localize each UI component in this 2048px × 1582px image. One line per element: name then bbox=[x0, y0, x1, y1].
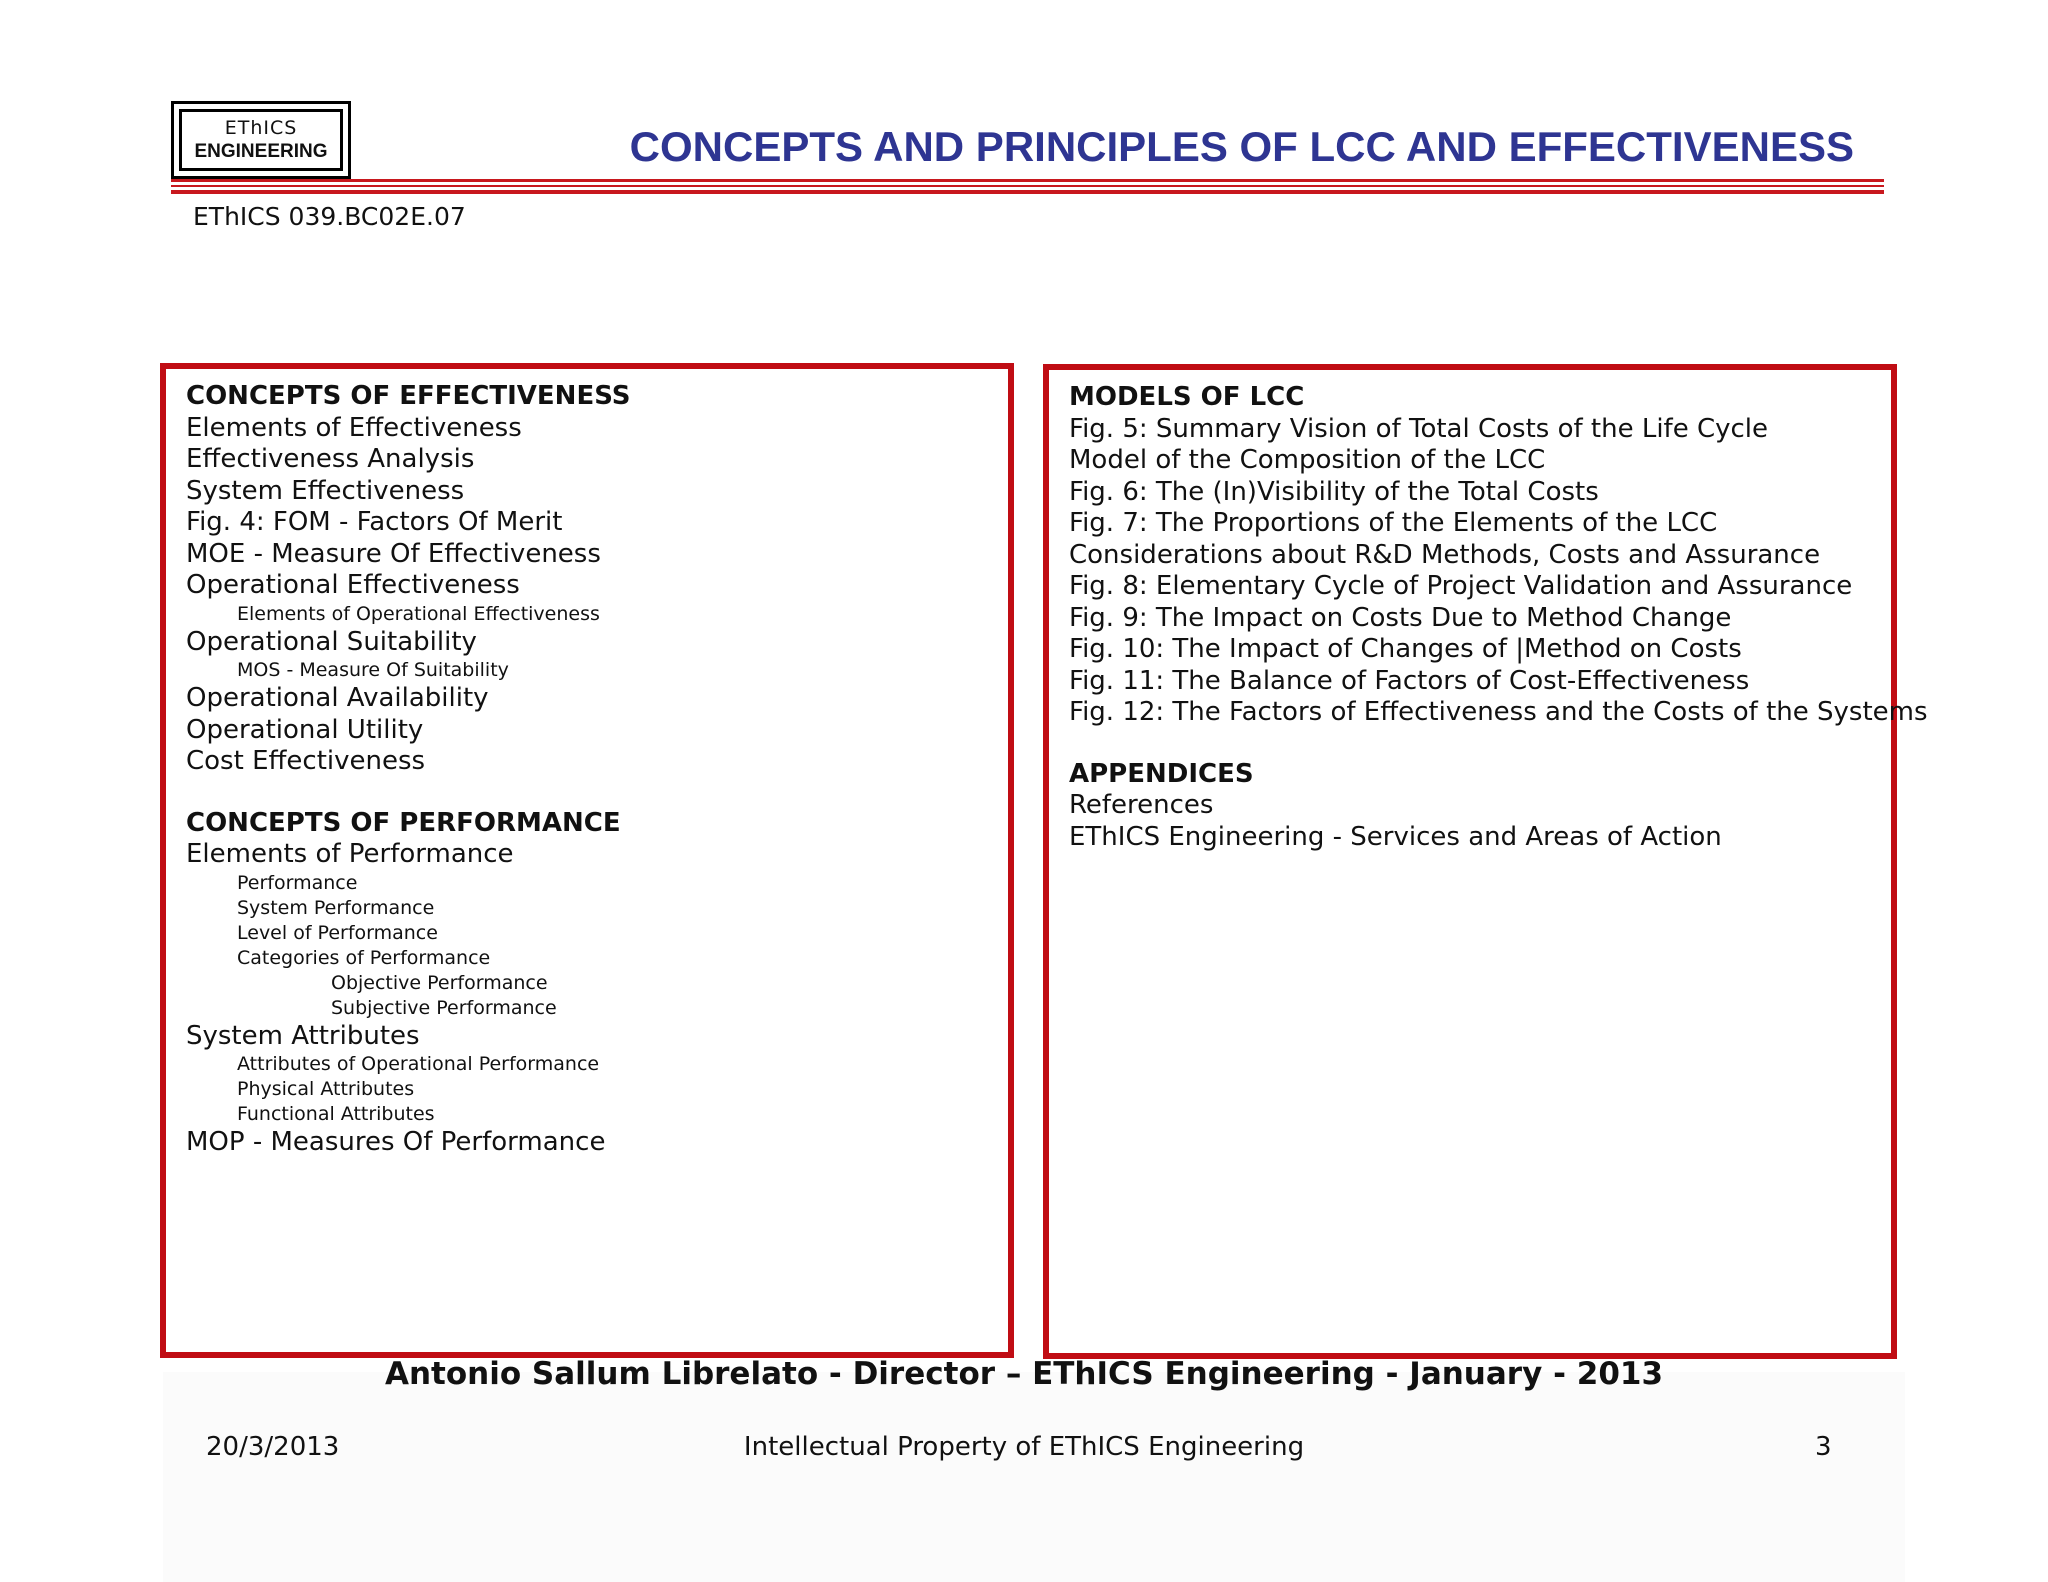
list-item: Fig. 11: The Balance of Factors of Cost-Effectiveness bbox=[1069, 665, 1750, 696]
title-rule-middle bbox=[171, 185, 1884, 187]
list-subitem: Level of Performance bbox=[237, 921, 438, 944]
list-subitem: MOS - Measure Of Suitability bbox=[237, 659, 509, 681]
contents-list-right bbox=[1069, 382, 1928, 853]
footer-shade bbox=[163, 1372, 1905, 1582]
author-line: Antonio Sallum Librelato - Director – EThICS Engineering - January - 2013 bbox=[384, 1356, 1664, 1392]
list-item: Elements of Effectiveness bbox=[186, 412, 522, 443]
title-rule-bottom bbox=[171, 190, 1884, 194]
list-item: Fig. 10: The Impact of Changes of |Method on Costs bbox=[1069, 634, 1742, 664]
logo-frame bbox=[179, 109, 343, 171]
page-title: CONCEPTS AND PRINCIPLES OF LCC AND EFFECTIVENESS bbox=[629, 123, 1854, 170]
list-item: Fig. 6: The (In)Visibility of the Total Costs bbox=[1069, 476, 1599, 507]
title-rule-top bbox=[171, 179, 1884, 182]
section-heading: CONCEPTS OF EFFECTIVENESS bbox=[186, 381, 631, 411]
list-subitem: System Performance bbox=[237, 896, 435, 919]
list-item: Effectiveness Analysis bbox=[186, 444, 475, 474]
footer-date: 20/3/2013 bbox=[206, 1432, 340, 1462]
list-subitem: Functional Attributes bbox=[237, 1103, 435, 1125]
list-subitem: Categories of Performance bbox=[237, 946, 491, 969]
list-item: References bbox=[1069, 790, 1214, 820]
list-spacer bbox=[186, 778, 631, 808]
company-logo bbox=[171, 101, 351, 179]
list-item: MOP - Measures Of Performance bbox=[186, 1127, 606, 1157]
footer-copyright: Intellectual Property of EThICS Engineering bbox=[743, 1432, 1305, 1462]
document-code: EThICS 039.BC02E.07 bbox=[193, 202, 466, 231]
list-item: System Attributes bbox=[186, 1020, 420, 1051]
list-subitem: Performance bbox=[237, 871, 358, 894]
list-item: Fig. 5: Summary Vision of Total Costs of the Life Cycle bbox=[1069, 413, 1769, 444]
list-item: Fig. 8: Elementary Cycle of Project Validation and Assurance bbox=[1069, 571, 1853, 601]
list-subitem: Physical Attributes bbox=[237, 1078, 415, 1100]
contents-panel-left bbox=[160, 363, 1014, 1358]
list-subitem: Elements of Operational Effectiveness bbox=[237, 602, 600, 625]
list-subsubitem: Objective Performance bbox=[331, 971, 548, 994]
list-item: Operational Effectiveness bbox=[186, 570, 520, 600]
list-item: Operational Availability bbox=[186, 683, 489, 713]
section-heading: CONCEPTS OF PERFORMANCE bbox=[186, 807, 621, 838]
list-item: Fig. 7: The Proportions of the Elements of the LCC bbox=[1069, 508, 1718, 538]
list-item: Operational Utility bbox=[186, 714, 424, 745]
page-number: 3 bbox=[1815, 1432, 1832, 1462]
list-item: MOE - Measure Of Effectiveness bbox=[186, 538, 601, 569]
contents-panel-right bbox=[1043, 364, 1928, 1359]
list-item: System Effectiveness bbox=[186, 475, 465, 506]
contents-list-left bbox=[186, 381, 631, 1159]
list-item: Considerations about R&D Methods, Costs and Assurance bbox=[1069, 539, 1821, 570]
logo-text-bottom: ENGINEERING bbox=[194, 141, 328, 162]
list-item: Fig. 12: The Factors of Effectiveness and the Costs of the Systems bbox=[1069, 697, 1928, 727]
logo-text-top: EThICS bbox=[224, 117, 298, 139]
section-heading: MODELS OF LCC bbox=[1069, 382, 1305, 412]
list-item: Fig. 4: FOM - Factors Of Merit bbox=[186, 507, 563, 537]
list-spacer bbox=[1069, 729, 1928, 759]
list-subsubitem: Subjective Performance bbox=[331, 996, 557, 1019]
list-item: Elements of Performance bbox=[186, 839, 514, 869]
list-item: Operational Suitability bbox=[186, 626, 477, 657]
list-item: Fig. 9: The Impact on Costs Due to Method Change bbox=[1069, 602, 1732, 633]
list-item: Cost Effectiveness bbox=[186, 746, 426, 776]
list-item: Model of the Composition of the LCC bbox=[1069, 445, 1546, 475]
section-heading: APPENDICES bbox=[1069, 758, 1254, 789]
list-subitem: Attributes of Operational Performance bbox=[237, 1053, 600, 1075]
list-item: EThICS Engineering - Services and Areas of Action bbox=[1069, 821, 1722, 852]
